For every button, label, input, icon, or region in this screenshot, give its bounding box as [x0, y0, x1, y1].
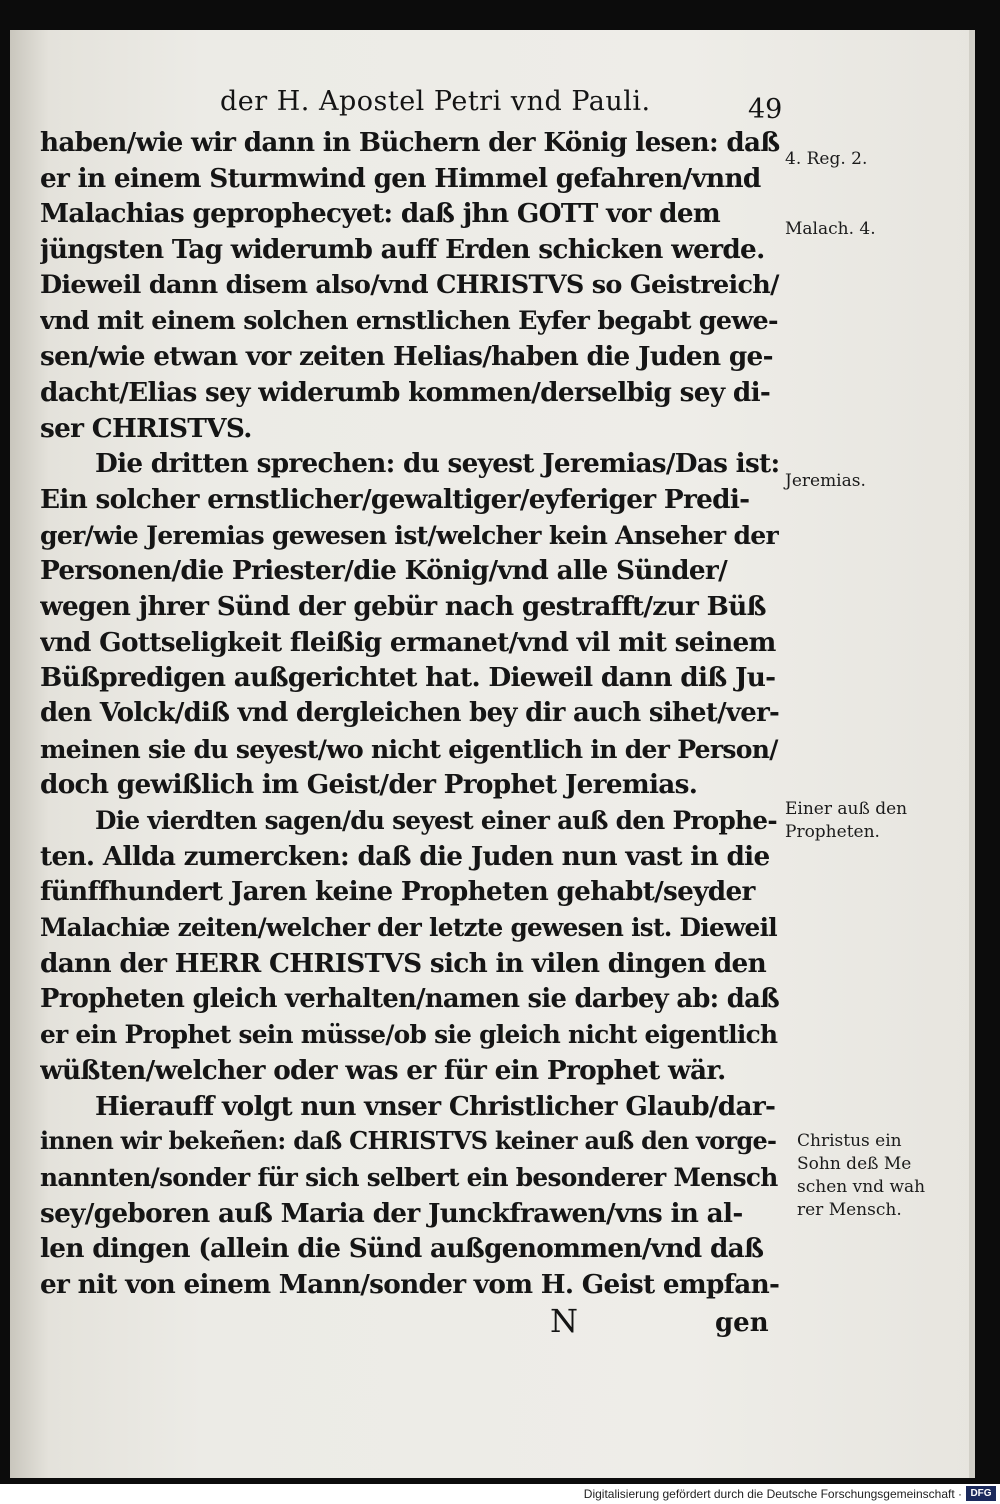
text-line: Propheten gleich verhalten/namen sie darbey ab: daß [40, 983, 780, 1014]
text-line: ten. Allda zumercken: daß die Juden nun vast in die [40, 840, 770, 872]
text-line: Malachias geprophecyet: daß jhn GOTT vor dem [40, 198, 721, 230]
text-line: ger/wie Jeremias gewesen ist/welcher kein Anseher der [40, 519, 779, 550]
margin-note: Jeremias. [785, 471, 866, 491]
page-edge [969, 30, 975, 1478]
text-line: er nit von einem Mann/sonder vom H. Geist empfan- [40, 1269, 780, 1300]
text-line: nannten/sonder für sich selbert ein besonderer Mensch [40, 1162, 778, 1192]
margin-note: 4. Reg. 2. [785, 149, 868, 169]
dfg-logo: DFG [966, 1486, 996, 1501]
body-text [40, 125, 785, 1303]
text-line: dann der HERR CHRISTVS sich in vilen dingen den [40, 947, 767, 979]
digitization-credit: Digitalisierung gefördert durch die Deutsche Forschungsgemeinschaft · [583, 1487, 962, 1501]
text-line: vnd Gottseligkeit fleißig ermanet/vnd vil mit seinem [40, 626, 776, 658]
text-line: jüngsten Tag widerumb auff Erden schicken werde. [40, 234, 765, 266]
text-line: wegen jhrer Sünd der gebür nach gestrafft/zur Büß [40, 590, 766, 622]
text-line: Malachiæ zeiten/welcher der letzte gewesen ist. Dieweil [40, 913, 777, 943]
text-line: er in einem Sturmwind gen Himmel gefahren/vnnd [40, 162, 761, 194]
page-number: 49 [748, 94, 783, 125]
margin-note: Einer auß den Propheten. [785, 799, 908, 842]
signature-mark: N [550, 1302, 578, 1340]
text-line: ser CHRISTVS. [40, 412, 252, 444]
running-head: der H. Apostel Petri vnd Pauli. [220, 86, 651, 117]
margin-note: Christus ein Sohn deß Me schen vnd wah rer Mensch. [797, 1131, 926, 1220]
text-line: Dieweil dann disem also/vnd CHRISTVS so Geistreich/ [40, 269, 779, 300]
text-line: den Volck/diß vnd dergleichen bey dir auch sihet/ver- [40, 698, 780, 728]
text-line: Personen/die Priester/die König/vnd alle Sünder/ [40, 555, 727, 587]
text-line: Die dritten sprechen: du seyest Jeremias/Das ist: [95, 448, 780, 480]
text-line: sen/wie etwan vor zeiten Helias/haben die Juden ge- [40, 341, 773, 373]
text-line: fünffhundert Jaren keine Propheten gehabt/seyder [40, 876, 755, 908]
text-line: Hierauff volgt nun vnser Christlicher Glaub/dar- [95, 1090, 776, 1122]
text-line: Büßpredigen außgerichtet hat. Dieweil dann diß Ju- [40, 662, 776, 694]
text-line: er ein Prophet sein müsse/ob sie gleich nicht eigentlich [40, 1020, 778, 1050]
text-line: dacht/Elias sey widerumb kommen/derselbig sey di- [40, 376, 771, 408]
text-line: innen wir bekeñen: daß CHRISTVS keiner auß den vorge- [40, 1127, 777, 1156]
text-line: Die vierdten sagen/du seyest einer auß den Prophe- [95, 806, 777, 836]
margin-note: Malach. 4. [785, 219, 876, 239]
text-line: len dingen (allein die Sünd außgenommen/vnd daß [40, 1233, 764, 1265]
text-line: sey/geboren auß Maria der Junckfrawen/vns in al- [40, 1197, 743, 1229]
book-page [10, 30, 975, 1478]
text-line: haben/wie wir dann in Büchern der König lesen: daß [40, 127, 780, 158]
catchword: gen [715, 1308, 769, 1338]
text-line: wüßten/welcher oder was er für ein Prophet wär. [40, 1054, 726, 1086]
text-line: meinen sie du seyest/wo nicht eigentlich in der Person/ [40, 733, 778, 764]
text-line: Ein solcher ernstlicher/gewaltiger/eyferiger Predi- [40, 483, 750, 515]
text-line: vnd mit einem solchen ernstlichen Eyfer begabt gewe- [40, 305, 778, 336]
text-line: doch gewißlich im Geist/der Prophet Jeremias. [40, 769, 698, 801]
